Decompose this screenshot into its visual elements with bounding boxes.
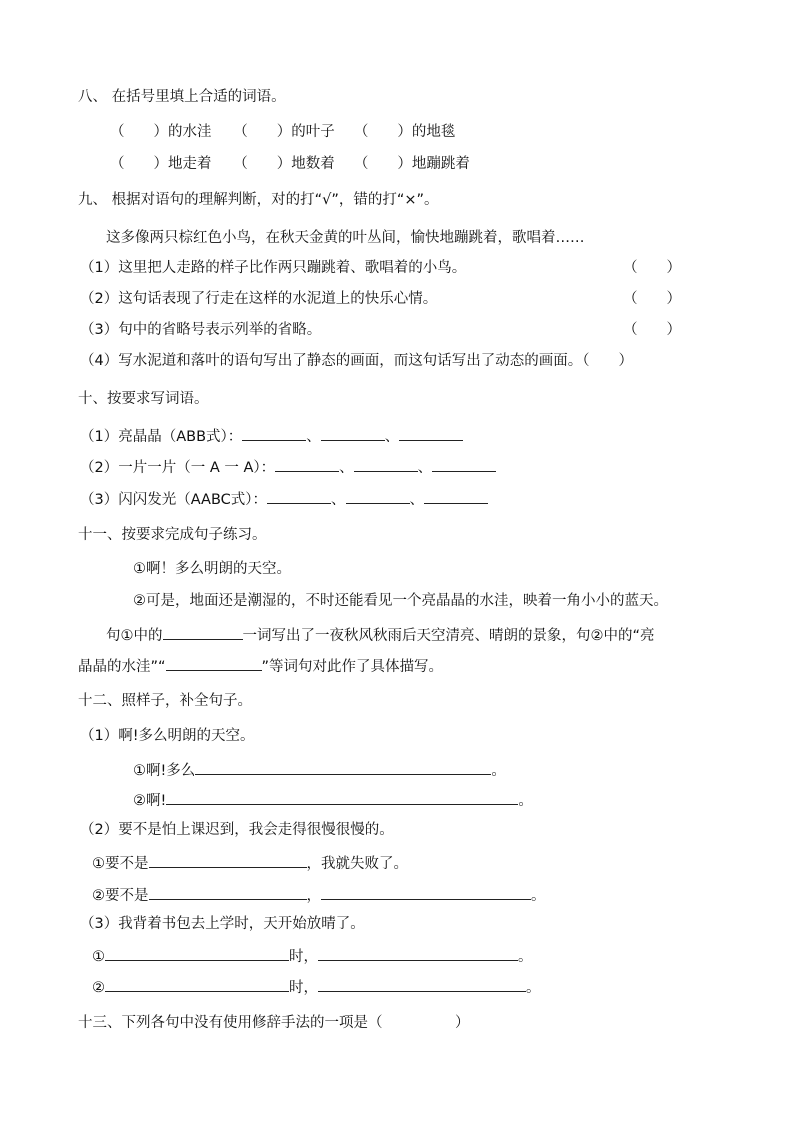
section-11-question-line-2 [78,655,443,677]
section-12-prompt-3: （3）我背着书包去上学时，天开始放晴了。 [80,916,365,932]
question-text: 晶晶的水洼”“ [78,659,166,675]
question-text: 一词写出了一夜秋风秋雨后天空清亮、晴朗的景象，句②中的“亮 [242,628,655,644]
section-12-heading: 十二、照样子，补全句子。 [78,693,252,709]
section-12-answer-1a [133,759,506,781]
answer-blank[interactable] [166,789,518,805]
section-10-item-3 [80,488,488,510]
section-8-heading: 八、 在括号里填上合适的词语。 [78,89,286,105]
answer-prefix: ②要不是 [92,888,149,904]
section-12-answer-3b [92,976,541,998]
section-9-answer-bracket-4[interactable]: （ ） [582,353,633,369]
answer-prefix: ②啊! [133,793,167,809]
section-8-row-1: （ ）的水洼 （ ）的叶子 （ ）的地毯 [110,124,456,140]
separator: 、 [409,492,425,508]
period: 。 [526,980,541,996]
answer-number: ① [92,949,105,965]
section-11-question-line-1 [106,624,655,646]
answer-blank[interactable] [166,655,262,671]
separator: 、 [339,460,354,476]
answer-blank[interactable] [105,976,289,992]
section-12-answer-1b [133,789,533,811]
section-12-answer-3a [92,945,533,967]
item-2-label: （2）一片一片（一 A 一 A）： [80,460,276,476]
section-12-prompt-2: （2）要不是怕上课迟到，我会走得很慢很慢的。 [80,822,394,838]
separator: 、 [306,429,321,445]
section-10-item-1 [80,425,463,447]
separator: 、 [384,429,400,445]
section-9-answer-bracket-1[interactable]: （ ） [623,260,681,276]
answer-blank[interactable] [275,456,339,472]
section-8-row-2: （ ）地走着 （ ）地数着 （ ）地蹦跳着 [110,156,470,172]
section-11-sentence-2: ②可是，地面还是潮湿的，不时还能看见一个亮晶晶的水洼，映着一角小小的蓝天。 [133,593,668,609]
answer-blank[interactable] [318,976,526,992]
section-9-heading: 九、 根据对语句的理解判断，对的打“√”，错的打“×”。 [78,192,439,208]
separator: 、 [331,492,346,508]
section-9-item-1: （1）这里把人走路的样子比作两只蹦跳着、歌唱着的小鸟。 [80,260,467,276]
period: 。 [518,949,533,965]
answer-blank[interactable] [354,456,418,472]
section-9-item-4-text: （4）写水泥道和落叶的语句写出了静态的画面，而这句话写出了动态的画面。 [80,353,583,369]
item-1-label: （1）亮晶晶（ABB式）： [80,429,243,445]
answer-blank[interactable] [318,945,518,961]
answer-blank[interactable] [242,425,306,441]
answer-connector: 时， [289,949,318,965]
section-11-sentence-1: ①啊！多么明朗的天空。 [133,561,291,577]
comma: ， [306,888,321,904]
period: 。 [518,793,533,809]
section-13-heading: 十三、下列各句中没有使用修辞手法的一项是（ ） [78,1015,470,1031]
section-10-heading: 十、按要求写词语。 [78,391,209,407]
section-9-item-2: （2）这句话表现了行走在这样的水泥道上的快乐心情。 [80,291,438,307]
answer-connector: 时， [289,980,318,996]
answer-blank[interactable] [432,456,496,472]
question-text: ”等词句对此作了具体描写。 [261,659,444,675]
answer-blank[interactable] [163,624,243,640]
section-11-heading: 十一、按要求完成句子练习。 [78,527,267,543]
answer-blank[interactable] [105,945,289,961]
answer-prefix: ①要不是 [92,856,149,872]
answer-prefix: ①啊!多么 [133,763,196,779]
section-12-answer-2b [92,884,546,906]
answer-blank[interactable] [346,488,410,504]
answer-blank[interactable] [195,759,491,775]
section-9-item-4 [80,351,633,371]
answer-blank[interactable] [149,884,307,900]
answer-blank[interactable] [267,488,331,504]
section-12-prompt-1: （1）啊!多么明朗的天空。 [80,728,255,744]
period: 。 [531,888,546,904]
section-9-item-3: （3）句中的省略号表示列举的省略。 [80,322,322,338]
answer-suffix: ，我就失败了。 [306,856,408,872]
answer-blank[interactable] [321,884,531,900]
separator: 、 [417,460,433,476]
section-10-item-2 [80,456,496,478]
answer-blank[interactable] [321,425,385,441]
section-12-answer-2a [92,852,408,874]
period: 。 [491,763,506,779]
section-9-answer-bracket-2[interactable]: （ ） [623,291,681,307]
section-9-answer-bracket-3[interactable]: （ ） [623,322,681,338]
answer-blank[interactable] [399,425,463,441]
section-9-passage: 这多像两只棕红色小鸟，在秋天金黄的叶丛间，愉快地蹦跳着，歌唱着…… [106,230,585,246]
answer-blank[interactable] [149,852,307,868]
item-3-label: （3）闪闪发光（AABC式）： [80,492,268,508]
question-text: 句①中的 [106,628,163,644]
answer-blank[interactable] [424,488,488,504]
answer-number: ② [92,980,105,996]
